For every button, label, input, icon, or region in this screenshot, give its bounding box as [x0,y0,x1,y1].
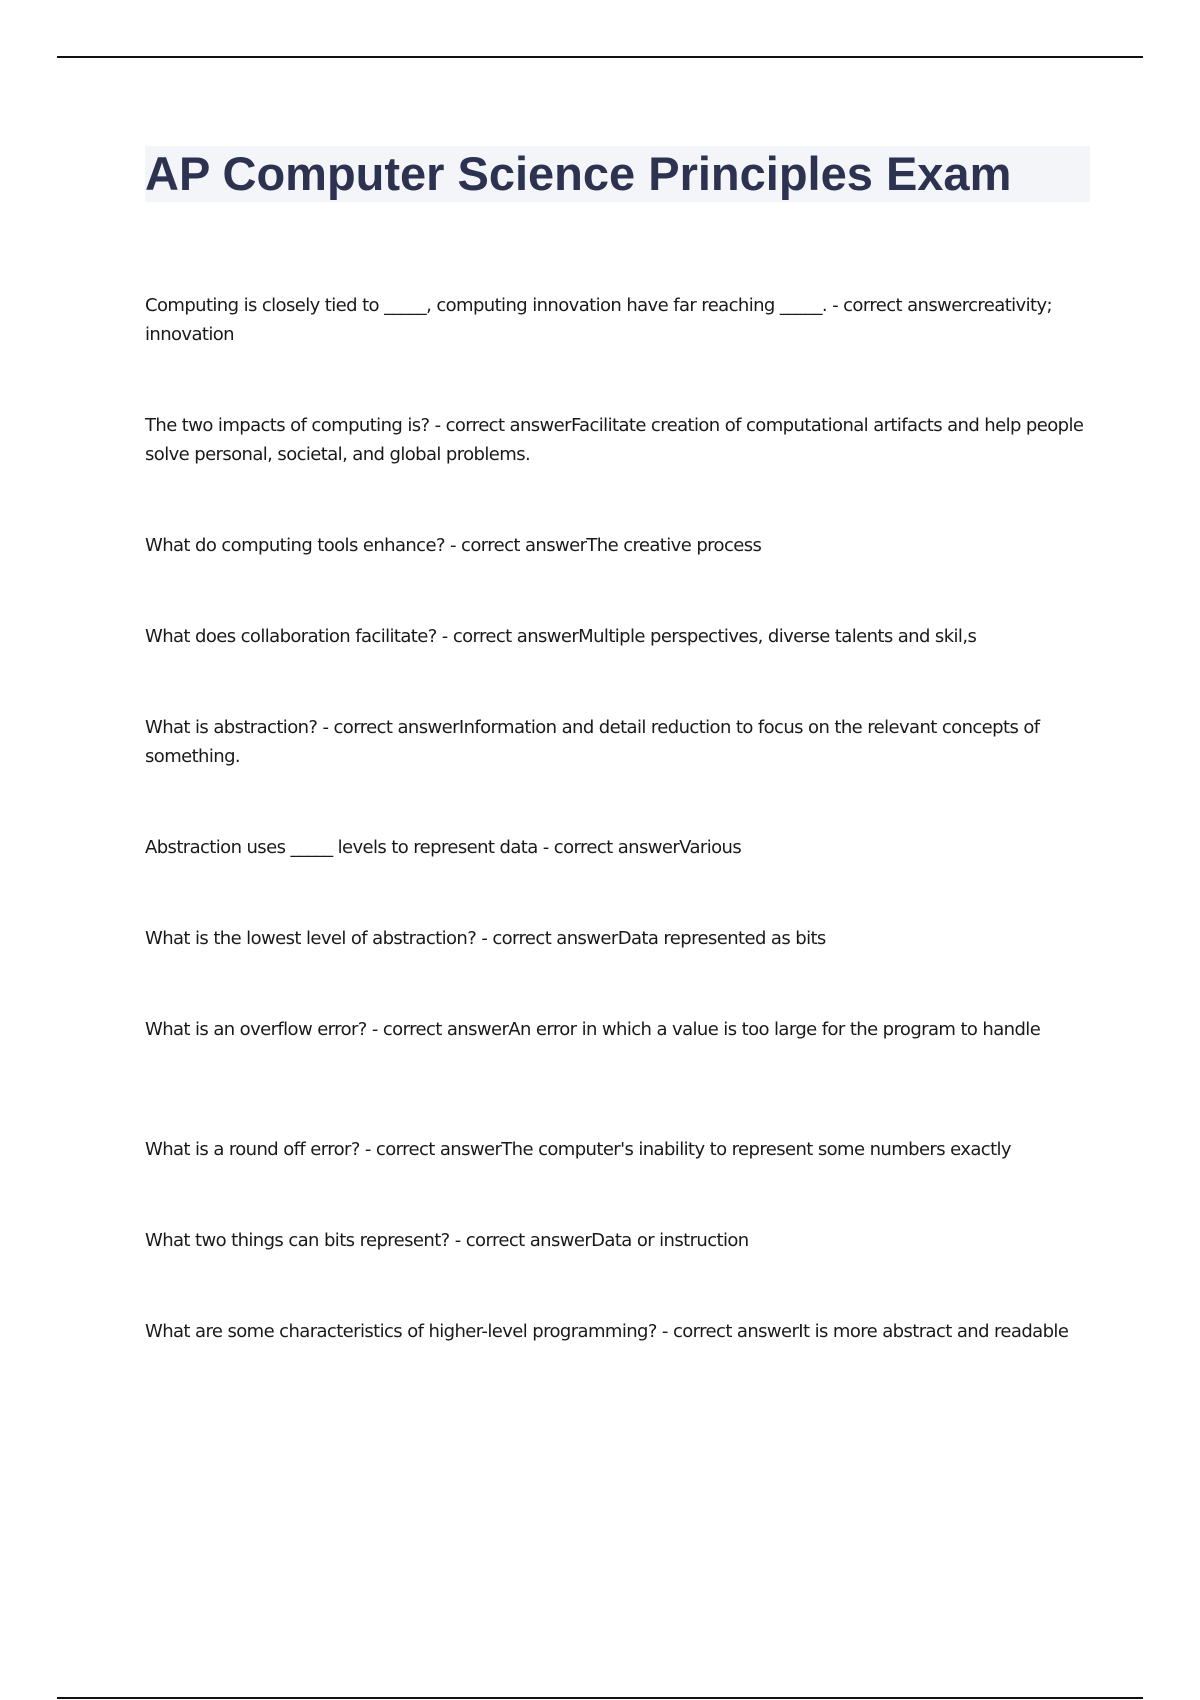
qa-item: What two things can bits represent? - correct answerData or instruction [145,1230,749,1251]
qa-item: The two impacts of computing is? - correct answerFacilitate creation of computational artifacts and help people solve personal, societal, and global problems. [145,415,1084,465]
qa-item: What are some characteristics of higher-level programming? - correct answerIt is more abstract and readable [145,1321,1069,1342]
qa-item: What is an overflow error? - correct answerAn error in which a value is too large for the program to handle [145,1019,1041,1040]
page-title: AP Computer Science Principles Exam [145,147,1012,200]
qa-item: What do computing tools enhance? - correct answerThe creative process [145,535,762,556]
qa-item: What is the lowest level of abstraction? - correct answerData represented as bits [145,928,826,949]
qa-item: What is abstraction? - correct answerInformation and detail reduction to focus on the relevant concepts of something. [145,717,1040,767]
qa-item: Abstraction uses _____ levels to represent data - correct answerVarious [145,837,742,858]
qa-item: Computing is closely tied to _____, computing innovation have far reaching _____. - correct answercreativity; innovation [145,295,1052,345]
qa-item: What does collaboration facilitate? - correct answerMultiple perspectives, diverse talents and skil,s [145,626,977,647]
bottom-rule [57,1697,1143,1699]
top-rule [57,56,1143,58]
title-banner [145,146,1090,202]
qa-item: What is a round off error? - correct answerThe computer's inability to represent some numbers exactly [145,1139,1011,1160]
